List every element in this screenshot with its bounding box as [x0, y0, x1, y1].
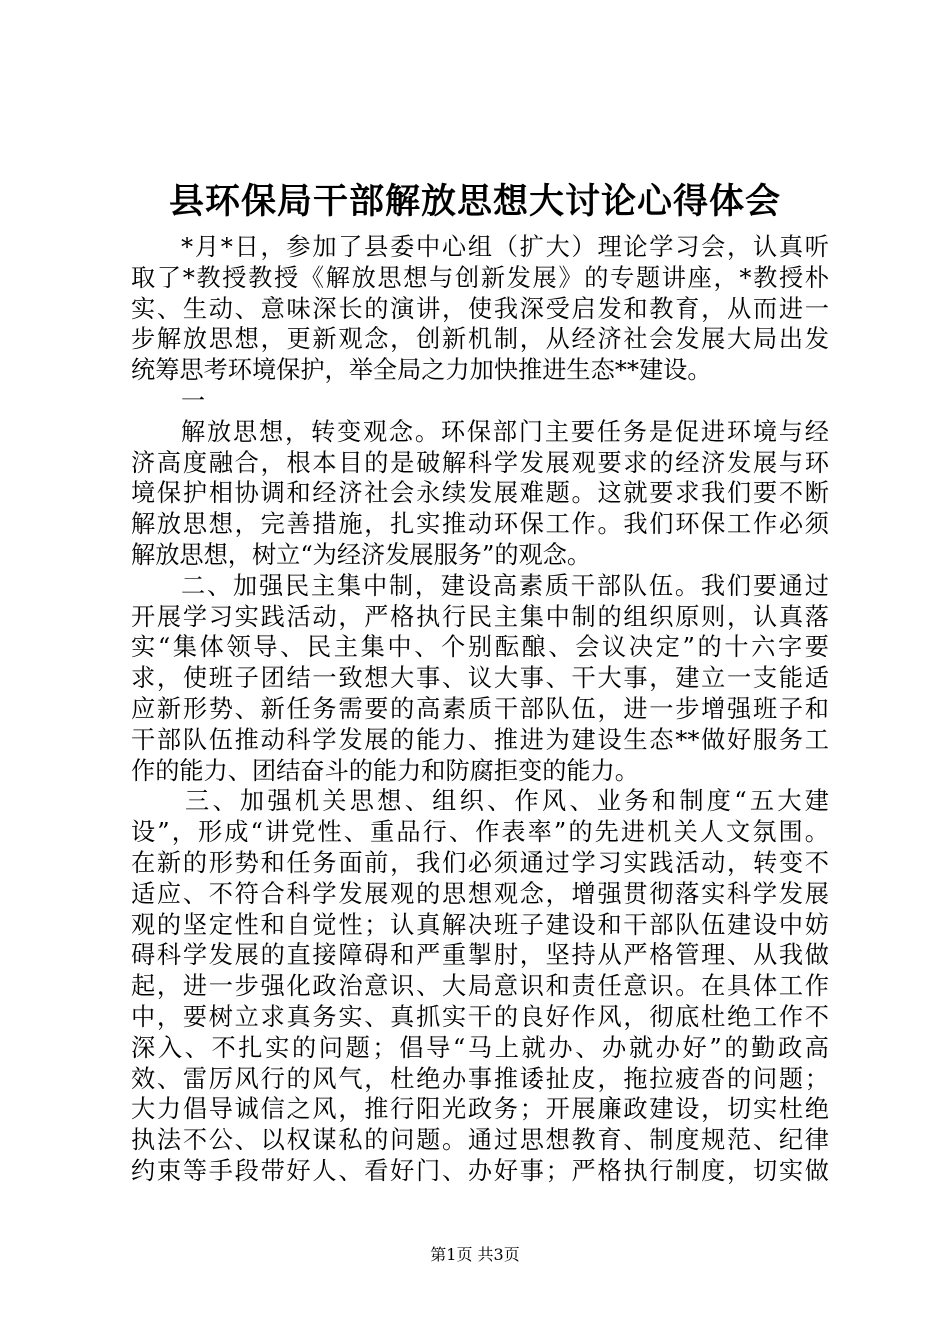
paragraph-line: 解放思想，完善措施，扎实推动环保工作。我们环保工作必须	[131, 510, 829, 539]
paragraph-line: 解放思想，转变观念。环保部门主要任务是促进环境与经	[181, 417, 829, 446]
paragraph-line: 起，进一步强化政治意识、大局意识和责任意识。在具体工作	[131, 972, 829, 1001]
paragraph-line: 实“集体领导、民主集中、个别酝酿、会议决定”的十六字要	[131, 633, 829, 662]
paragraph-line: 适应、不符合科学发展观的思想观念，增强贯彻落实科学发展	[131, 879, 829, 908]
paragraph-line: 约束等手段带好人、看好门、办好事；严格执行制度，切实做	[131, 1156, 829, 1185]
paragraph-line: 效、雷厉风行的风气，杜绝办事推诿扯皮，拖拉疲沓的问题；	[131, 1064, 829, 1093]
paragraph-line: 二、加强民主集中制，建设高素质干部队伍。我们要通过	[181, 571, 829, 600]
paragraph-line: 在新的形势和任务面前，我们必须通过学习实践活动，转变不	[131, 848, 829, 877]
paragraph-line: 统筹思考环境保护，举全局之力加快推进生态**建设。	[131, 356, 712, 385]
document-title: 县环保局干部解放思想大讨论心得体会	[168, 181, 781, 222]
paragraph-line: 中，要树立求真务实、真抓实干的良好作风，彻底杜绝工作不	[131, 1002, 829, 1031]
document-body	[131, 232, 829, 1187]
paragraph-line: 碍科学发展的直接障碍和严重掣肘，坚持从严格管理、从我做	[131, 941, 829, 970]
paragraph-line: 设”，形成“讲党性、重品行、作表率”的先进机关人文氛围。	[131, 818, 829, 847]
paragraph-line: 解放思想，树立“为经济发展服务”的观念。	[131, 540, 592, 569]
paragraph-line: 深入、不扎实的问题；倡导“马上就办、办就办好”的勤政高	[131, 1033, 829, 1062]
paragraph-line: 作的能力、团结奋斗的能力和防腐拒变的能力。	[131, 756, 639, 785]
paragraph-line: 取了*教授教授《解放思想与创新发展》的专题讲座，*教授朴	[131, 263, 829, 292]
paragraph-line: 步解放思想，更新观念，创新机制，从经济社会发展大局出发	[131, 325, 829, 354]
paragraph-line: 观的坚定性和自觉性；认真解决班子建设和干部队伍建设中妨	[131, 910, 829, 939]
paragraph-line: 大力倡导诚信之风，推行阳光政务；开展廉政建设，切实杜绝	[131, 1095, 829, 1124]
paragraph-line: 应新形势、新任务需要的高素质干部队伍，进一步增强班子和	[131, 694, 829, 723]
paragraph-line: 三、加强机关思想、组织、作风、业务和制度“五大建	[185, 787, 829, 816]
paragraph-line: 干部队伍推动科学发展的能力、推进为建设生态**做好服务工	[131, 725, 829, 754]
paragraph-line: 开展学习实践活动，严格执行民主集中制的组织原则，认真落	[131, 602, 829, 631]
paragraph-line: *月*日，参加了县委中心组（扩大）理论学习会，认真听	[181, 233, 829, 261]
section-number: 一	[181, 386, 206, 415]
paragraph-line: 境保护相协调和经济社会永续发展难题。这就要求我们要不断	[131, 479, 829, 508]
paragraph-line: 执法不公、以权谋私的问题。通过思想教育、制度规范、纪律	[131, 1126, 829, 1155]
paragraph-line: 济高度融合，根本目的是破解科学发展观要求的经济发展与环	[131, 448, 829, 477]
paragraph-line: 实、生动、意味深长的演讲，使我深受启发和教育，从而进一	[131, 294, 829, 323]
paragraph-line: 求，使班子团结一致想大事、议大事、干大事，建立一支能适	[131, 664, 829, 693]
page-number: 第1页 共3页	[430, 1245, 520, 1264]
